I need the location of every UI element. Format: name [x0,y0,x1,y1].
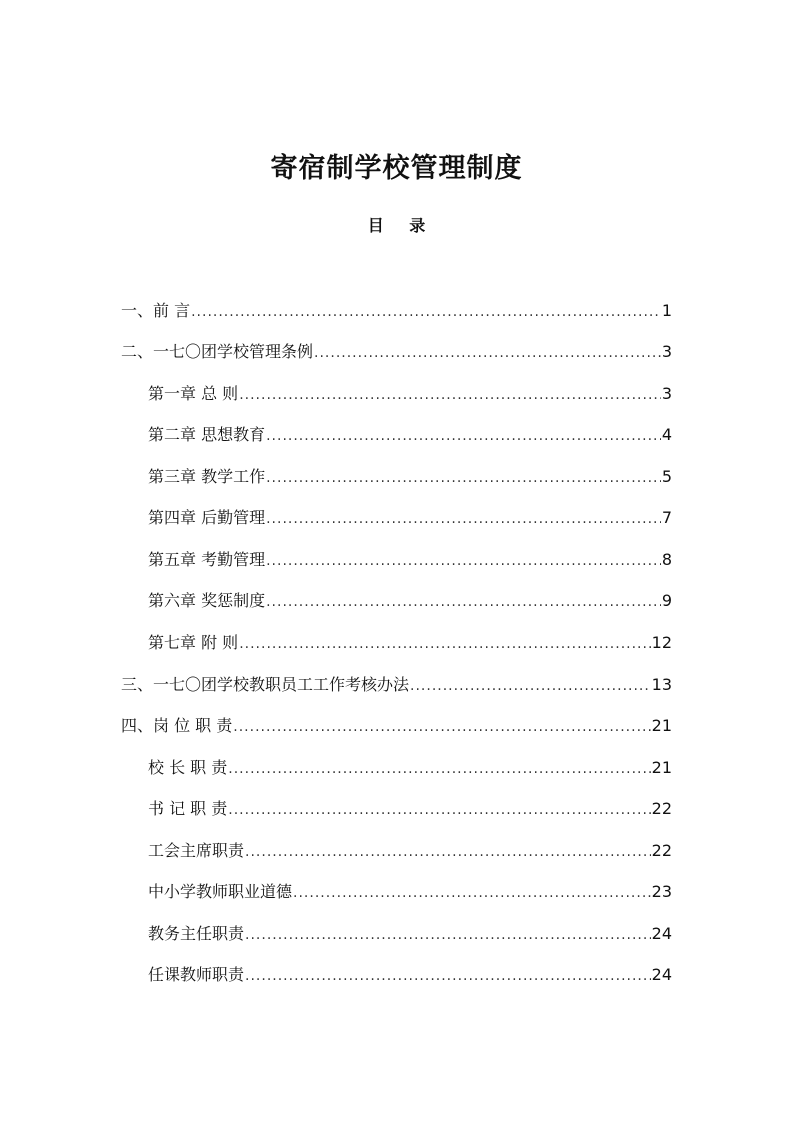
toc-entry[interactable] [148,424,672,447]
toc-entry-text: 校 长 职 责 [148,758,228,777]
toc-leader-dots [266,591,661,613]
toc-page-number: 23 [651,882,672,901]
toc-page-number: 4 [661,425,672,444]
toc-entry[interactable] [121,674,672,697]
toc-entry[interactable] [148,798,672,821]
toc-page-number: 1 [661,301,672,320]
toc-leader-dots [266,467,661,489]
toc-entry-text: 第一章 总 则 [148,384,239,403]
toc-leader-dots [314,342,661,364]
toc-leader-dots [266,425,661,447]
toc-entry[interactable] [148,923,672,946]
toc-entry-text: 第七章 附 则 [148,633,239,652]
toc-page-number: 22 [651,841,672,860]
document-title: 寄宿制学校管理制度 [270,153,523,184]
toc-leader-dots [266,508,661,530]
toc-page-number: 8 [661,550,672,569]
toc-entry-text: 第二章 思想教育 [148,425,266,444]
toc-entry[interactable] [148,840,672,863]
toc-entry-text: 一、前 言 [121,301,191,320]
toc-page-number: 21 [651,758,672,777]
toc-page-number: 24 [651,965,672,984]
toc-entry-text: 第三章 教学工作 [148,467,266,486]
toc-leader-dots [239,633,650,655]
toc-entry-text: 书 记 职 责 [148,799,228,818]
toc-leader-dots [228,758,650,780]
toc-entry[interactable] [148,549,672,572]
toc-entry-text: 二、一七〇团学校管理条例 [121,342,314,361]
toc-leader-dots [410,675,651,697]
toc-entry-text: 第六章 奖惩制度 [148,591,266,610]
toc-entry-text: 教务主任职责 [148,924,245,943]
toc-entry[interactable] [121,715,672,738]
toc-entry-text: 任课教师职责 [148,965,245,984]
toc-entry[interactable] [148,590,672,613]
toc-page-number: 24 [651,924,672,943]
toc-page-number: 9 [661,591,672,610]
toc-entry-text: 第四章 后勤管理 [148,508,266,527]
toc-leader-dots [293,882,651,904]
toc-page-number: 12 [651,633,672,652]
toc-entry[interactable] [148,881,672,904]
toc-leader-dots [228,799,650,821]
toc-entry-text: 工会主席职责 [148,841,245,860]
toc-heading [0,213,793,236]
toc-entry[interactable] [148,964,672,987]
toc-leader-dots [245,841,651,863]
toc-page-number: 3 [661,342,672,361]
toc-entry[interactable] [148,632,672,655]
toc-entry-text: 第五章 考勤管理 [148,550,266,569]
toc-entry[interactable] [148,383,672,406]
toc-page-number: 5 [661,467,672,486]
toc-heading-text: 目 录 [367,216,436,235]
toc-leader-dots [245,965,651,987]
toc-leader-dots [266,550,661,572]
toc-entry-text: 四、岗 位 职 责 [121,716,233,735]
toc-page-number: 22 [651,799,672,818]
toc-leader-dots [233,716,650,738]
toc-entry[interactable] [148,757,672,780]
toc-page-number: 7 [661,508,672,527]
toc-leader-dots [245,924,651,946]
toc-page-number: 13 [651,675,672,694]
toc-page-number: 3 [661,384,672,403]
toc-page-number: 21 [651,716,672,735]
toc-entry[interactable] [121,300,672,323]
toc-entry-text: 中小学教师职业道德 [148,882,293,901]
toc-entry[interactable] [148,507,672,530]
toc-leader-dots [239,384,661,406]
toc-entry[interactable] [148,466,672,489]
toc-entry-text: 三、一七〇团学校教职员工工作考核办法 [121,675,410,694]
toc-entry[interactable] [121,341,672,364]
toc-leader-dots [191,301,661,323]
